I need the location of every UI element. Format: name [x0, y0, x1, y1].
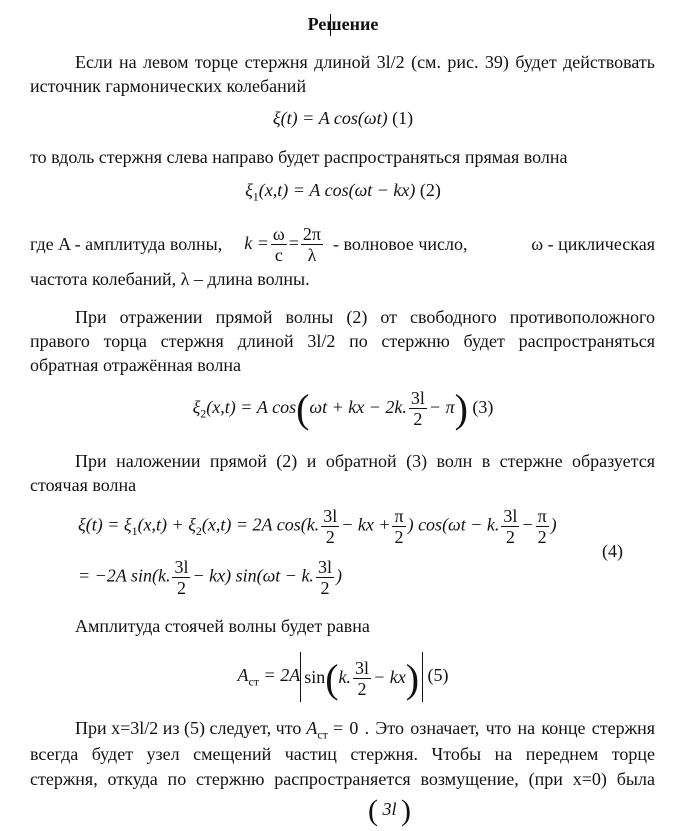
numerator: π [537, 506, 547, 526]
eq-text: − kx) sin(ωt − k. [192, 565, 314, 586]
eq-text: = 2A [263, 665, 301, 685]
eq-text: (x,t) = A cos [206, 397, 297, 417]
paragraph-line: Амплитуда стоячей волны будет равна [75, 616, 370, 636]
fraction [353, 658, 371, 699]
paragraph-line [30, 717, 655, 746]
eq-text: ξ(t) = A cos(ωt) [272, 108, 388, 128]
eq-sub: 2 [200, 406, 207, 421]
numerator: 3l [317, 557, 332, 577]
eq-text: ξ [245, 180, 253, 200]
eq-text: ξ [192, 397, 201, 417]
fraction [321, 506, 339, 547]
equation-1 [0, 108, 686, 129]
paragraph-line: правого торца стержня длиной 3l/2 по стержню будет распространяться [30, 331, 655, 351]
eq-text: = [288, 233, 299, 253]
fraction [172, 557, 190, 598]
denominator: 2 [394, 527, 404, 547]
absolute-value: sin(k. $\frac{3l}{2}$ − kx) [300, 652, 423, 702]
equation-4-line-2 [78, 557, 342, 598]
denominator: 2 [505, 527, 515, 547]
eq-text: − π [428, 397, 455, 417]
denominator: 2 [413, 409, 423, 430]
paragraph-line [30, 222, 655, 265]
equation-4-line-1 [78, 506, 557, 547]
eq-text: − kx + [341, 514, 391, 535]
denominator: 2 [320, 578, 330, 598]
paragraph-line: стоячая волна [30, 475, 137, 495]
eq-sub: 2 [195, 524, 202, 539]
eq-text: ωt + kx − 2k. [309, 397, 407, 417]
numerator: 3l [503, 506, 518, 526]
text: = 0 . Это означает, что на конце стержня [332, 718, 655, 738]
eq-text: k. [338, 666, 352, 687]
eq-text: − [521, 514, 534, 535]
numerator: 3l [323, 506, 338, 526]
eq-text: (x,t) + ξ [137, 514, 196, 535]
eq-text: sin [304, 666, 326, 687]
paragraph-line: При наложении прямой (2) и обратной (3) волн в стержне образуется [75, 451, 655, 471]
numerator: π [394, 506, 404, 526]
eq-sub: ст [317, 727, 328, 742]
denominator: 2 [176, 578, 186, 598]
denominator: c [274, 245, 283, 266]
numerator: ω [272, 224, 285, 245]
eq-text: ) cos(ωt − k. [407, 514, 500, 535]
paragraph-line: частота колебаний, λ – длина волны. [30, 269, 310, 289]
eq-text: k = [244, 233, 269, 253]
text: При x=3l/2 из (5) следует, что [75, 718, 302, 738]
eq-number: (1) [392, 108, 414, 128]
eq-text: ξ(t) = ξ [78, 514, 132, 535]
fraction [392, 506, 405, 547]
eq-sub: 1 [131, 524, 138, 539]
eq-text: A [306, 718, 318, 738]
fraction [501, 506, 519, 547]
paragraph-line: При отражении прямой волны (2) от свободного противоположного [75, 307, 655, 327]
fraction [316, 557, 334, 598]
fraction [301, 224, 323, 265]
equation-3: $\xi_2(x,t) = A$ cos(ωt + kx − 2k. $\frac{3l}{2}$ − π) (3) [192, 385, 494, 431]
denominator: 2 [537, 527, 547, 547]
eq-number: (2) [419, 180, 441, 200]
eq-number: (5) [427, 665, 449, 685]
numerator: 3l [355, 658, 370, 679]
paragraph-line: Если на левом торце стержня длиной 3l/2 (см. рис. 39) будет действовать [75, 52, 655, 72]
eq-text: A [237, 665, 249, 685]
text: - волновое число, [333, 233, 468, 254]
text: ω - циклическая [531, 233, 655, 254]
equation-2 [0, 180, 686, 205]
paragraph-line: то вдоль стержня слева направо будет распространяться прямая волна [30, 147, 568, 167]
eq-sub: 1 [252, 189, 259, 204]
section-title: Решение [307, 14, 379, 34]
eq-number: (4) [602, 541, 623, 561]
paragraph-line: всегда будет узел смещений частиц стержня. Чтобы на переднем торце [30, 744, 655, 764]
eq-text: = −2A sin(k. [78, 565, 171, 586]
numerator: 3l [174, 557, 189, 577]
text: где A - амплитуда волны, [30, 233, 223, 254]
eq-text: ) [335, 565, 342, 586]
denominator: λ [307, 245, 317, 266]
paragraph-line: источник гармонических колебаний [30, 76, 307, 96]
denominator: 2 [325, 527, 335, 547]
fraction [536, 506, 549, 547]
eq-sub: ст [248, 674, 260, 689]
numerator: 2π [302, 224, 322, 245]
eq-number: (3) [472, 397, 494, 417]
eq-text: (x,t) = A cos(ωt − kx) [258, 180, 416, 200]
eq-text: − kx [373, 666, 406, 687]
eq-text: 3l [382, 799, 397, 820]
eq-text: (x,t) = 2A cos(k. [201, 514, 320, 535]
partial-equation: ( 3l ) [368, 794, 412, 827]
fraction [271, 224, 287, 265]
equation-5 [0, 650, 686, 707]
fraction [409, 388, 427, 429]
paragraph-line: стержня, откуда по стержню распространяется возмущение, (при x=0) была [30, 769, 655, 789]
eq-text: ) [550, 514, 557, 535]
denominator: 2 [357, 679, 367, 700]
numerator: 3l [410, 388, 425, 409]
paragraph-line: обратная отражённая волна [30, 355, 241, 375]
